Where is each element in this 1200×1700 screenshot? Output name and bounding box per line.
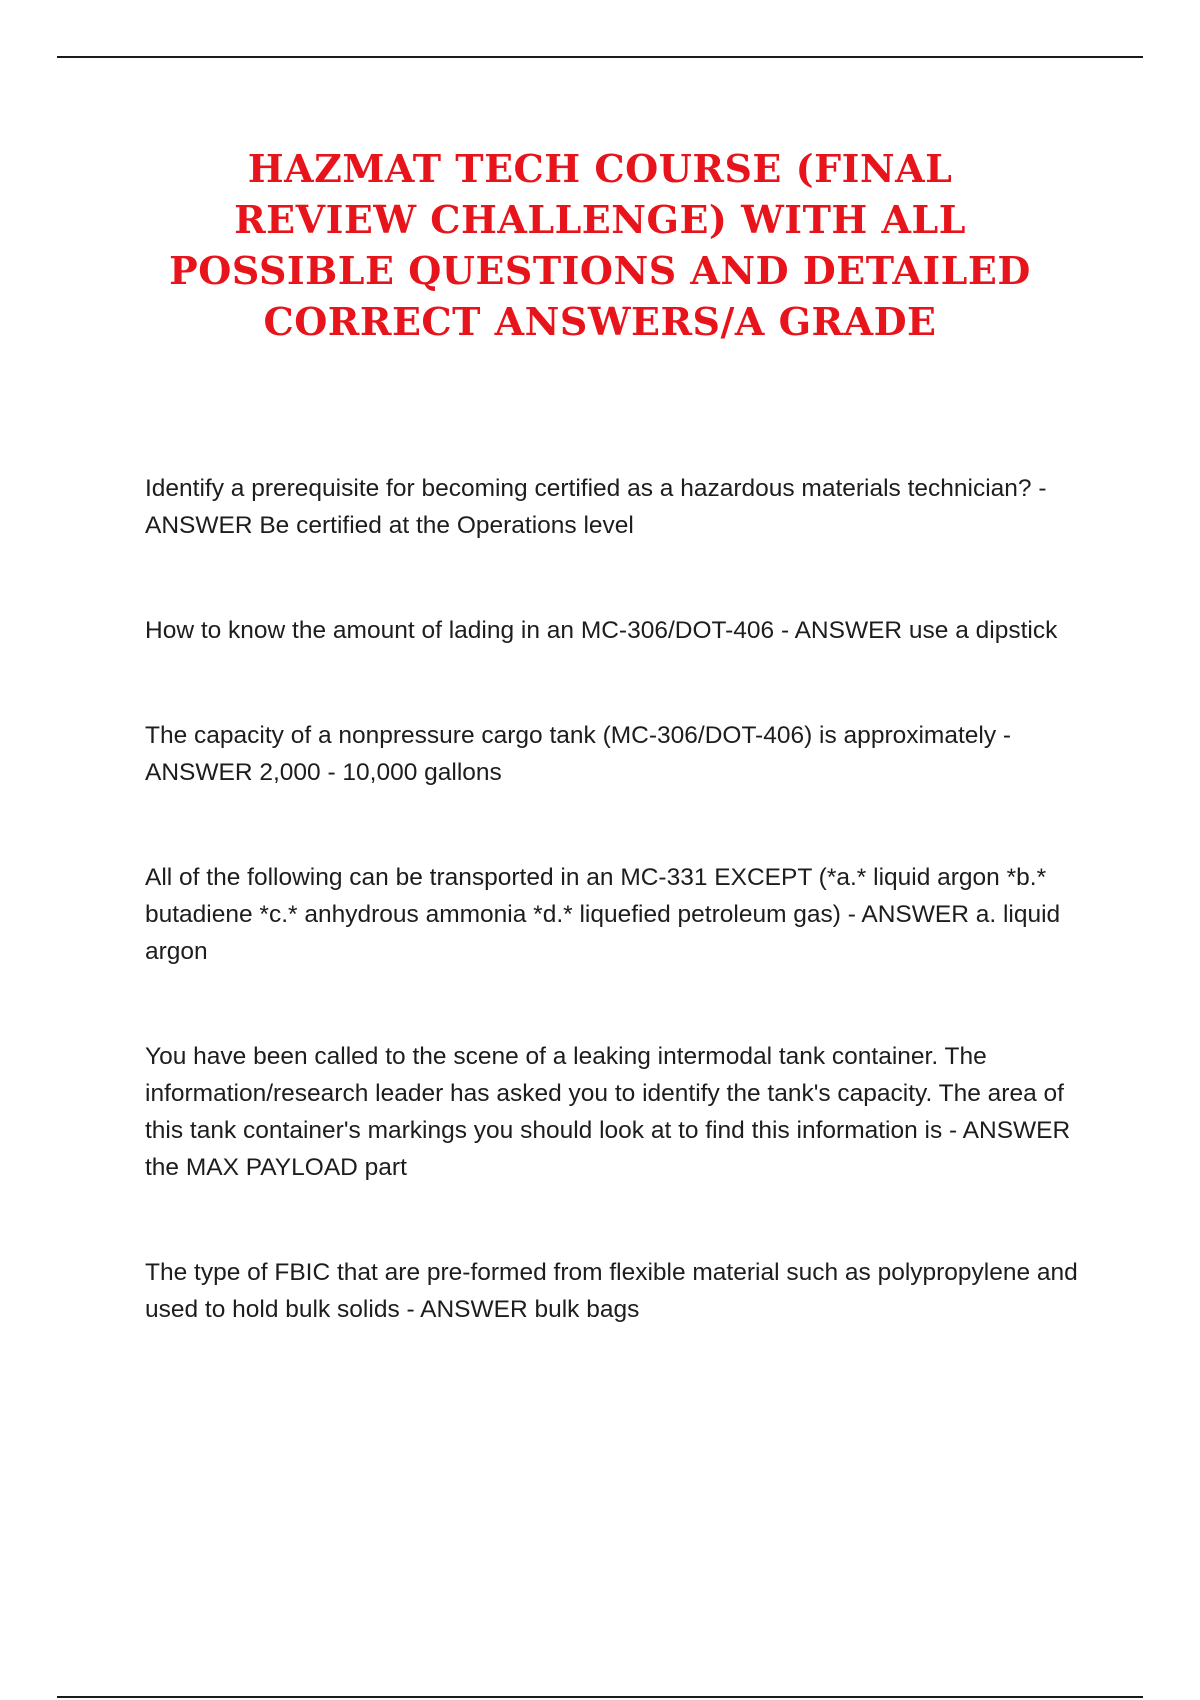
qa-item-tank-capacity: The capacity of a nonpressure cargo tank (MC-306/DOT-406) is approximately - ANSWER 2,000 - 10,000 gallons xyxy=(145,722,1012,786)
top-divider xyxy=(57,56,1143,58)
qa-item-intermodal-markings: You have been called to the scene of a leaking intermodal tank container. The information/research leader has asked you to identify the tank's capacity. The area of this tank container's markings you should look at to find this information is - ANSWER the MAX PAYLOAD part xyxy=(145,1043,1071,1181)
qa-item-prerequisite: Identify a prerequisite for becoming certified as a hazardous materials technician? - ANSWER Be certified at the Operations level xyxy=(145,475,1047,539)
qa-item-mc331-except: All of the following can be transported in an MC-331 EXCEPT (*a.* liquid argon *b.* butadiene *c.* anhydrous ammonia *d.* liquefied petroleum gas) - ANSWER a. liquid argon xyxy=(145,864,1061,965)
bottom-divider xyxy=(57,1696,1143,1698)
qa-item-fbic-type: The type of FBIC that are pre-formed from flexible material such as polypropylene and used to hold bulk solids - ANSWER bulk bags xyxy=(145,1259,1078,1323)
document-title: HAZMAT TECH COURSE (FINAL REVIEW CHALLENGE) WITH ALL POSSIBLE QUESTIONS AND DETAILED CORRECT ANSWERS/A GRADE xyxy=(169,146,1031,344)
qa-list xyxy=(145,470,1095,1396)
qa-item-lading-amount: How to know the amount of lading in an MC-306/DOT-406 - ANSWER use a dipstick xyxy=(145,617,1058,644)
